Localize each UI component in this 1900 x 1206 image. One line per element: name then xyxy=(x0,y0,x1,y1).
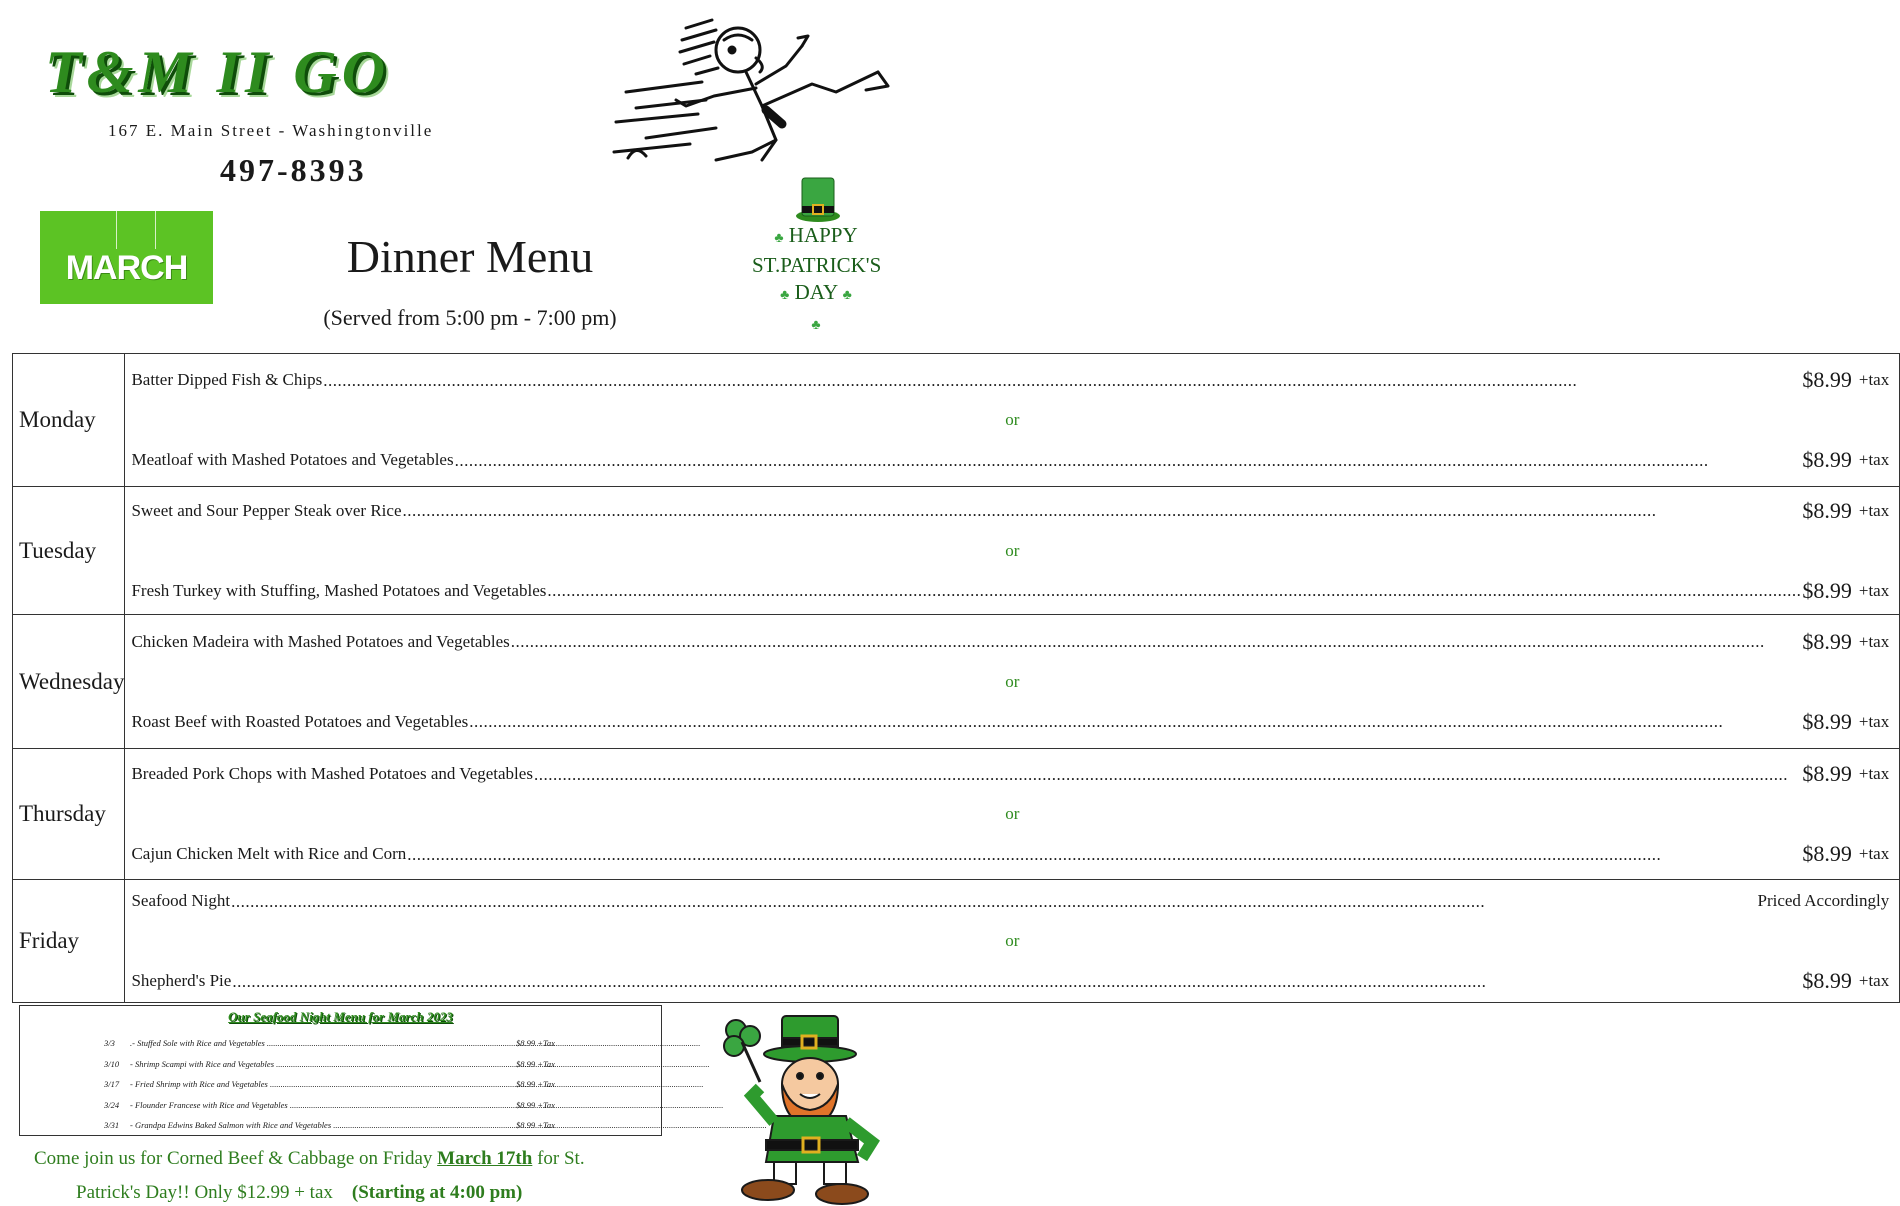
item-price: Priced Accordingly xyxy=(1757,891,1890,910)
item-price: $8.99 xyxy=(1802,497,1852,523)
shamrock-icon: ♣ xyxy=(842,288,852,303)
promo-line-2: Patrick's Day!! Only $12.99 + tax (Starting at 4:00 pm) xyxy=(76,1182,523,1203)
or-separator: or xyxy=(1005,931,1020,950)
restaurant-logo-text: T&M II GO xyxy=(45,39,391,105)
item-price: $8.99 xyxy=(1802,708,1852,734)
seafood-price: $8.99 +Tax xyxy=(516,1038,555,1048)
tax-label: +tax xyxy=(1858,764,1890,783)
or-separator: or xyxy=(1005,671,1020,691)
seafood-row xyxy=(20,1055,661,1076)
restaurant-address: 167 E. Main Street - Washingtonville xyxy=(108,121,434,140)
seafood-night-box xyxy=(19,1005,662,1136)
seafood-date: 3/17 xyxy=(104,1079,120,1089)
menu-row-friday xyxy=(13,880,1900,1003)
tax-label: +tax xyxy=(1858,711,1890,731)
dot-leader xyxy=(455,452,1802,469)
tax-label: +tax xyxy=(1858,631,1890,651)
item-price: $8.99 xyxy=(1802,447,1852,472)
shamrock-icon: ♣ xyxy=(774,231,784,246)
seafood-item: - Flounder Francese with Rice and Vegetables ..... xyxy=(130,1100,516,1110)
sign-line-happy: HAPPY xyxy=(788,223,858,247)
or-separator: or xyxy=(1005,540,1020,560)
day-label: Thursday xyxy=(13,749,125,880)
menu-row-monday xyxy=(13,354,1900,487)
promo-start-time: (Starting at 4:00 pm) xyxy=(351,1182,523,1203)
weekly-menu-table xyxy=(12,353,1900,1003)
seafood-row xyxy=(20,1116,661,1137)
tax-label: +tax xyxy=(1858,500,1890,520)
item-name: Fresh Turkey with Stuffing, Mashed Potatoes and Vegetables xyxy=(131,580,547,600)
served-hours: (Served from 5:00 pm - 7:00 pm) xyxy=(323,305,617,330)
st-patricks-day-sign xyxy=(752,222,880,339)
badge-string xyxy=(155,211,156,249)
menu-item xyxy=(125,439,1899,481)
seafood-date: 3/31 xyxy=(104,1120,120,1130)
dot-leader xyxy=(403,502,1802,519)
promo-line-1: Come join us for Corned Beef & Cabbage on Friday March 17th for St. xyxy=(34,1148,585,1169)
day-label: Wednesday xyxy=(13,615,125,749)
menu-item xyxy=(125,621,1899,663)
item-price: $8.99 xyxy=(1802,367,1852,392)
item-name: Cajun Chicken Melt with Rice and Corn xyxy=(131,844,407,863)
page-title: Dinner Menu xyxy=(346,231,594,282)
menu-item xyxy=(125,833,1899,875)
day-items xyxy=(125,615,1900,749)
sign-line-day: DAY xyxy=(794,280,838,304)
running-man-illustration xyxy=(606,10,896,178)
promo-date: March 17th xyxy=(437,1148,533,1169)
seafood-title: Our Seafood Night Menu for March 2023 xyxy=(228,1009,453,1024)
seafood-item: - Shrimp Scampi with Rice and Vegetables ..... xyxy=(130,1059,516,1069)
menu-row-wednesday xyxy=(13,615,1900,749)
leprechaun-illustration xyxy=(712,1012,888,1206)
shamrock-icon: ♣ xyxy=(780,288,790,303)
menu-row-tuesday xyxy=(13,487,1900,615)
seafood-date: 3/24 xyxy=(104,1099,120,1110)
item-name: Roast Beef with Roasted Potatoes and Vegetables xyxy=(131,711,469,731)
item-price: $8.99 xyxy=(1802,577,1852,603)
menu-item xyxy=(125,753,1899,795)
item-name: Shepherd's Pie xyxy=(131,971,232,990)
dot-leader xyxy=(534,766,1801,783)
menu-item xyxy=(125,960,1899,1002)
leprechaun-hat-icon xyxy=(792,174,844,224)
seafood-row xyxy=(20,1075,661,1096)
tax-label: +tax xyxy=(1858,580,1890,600)
menu-item xyxy=(125,701,1899,743)
seafood-item: - Fried Shrimp with Rice and Vegetables ..... xyxy=(130,1079,516,1089)
march-badge xyxy=(40,211,213,304)
item-name: Seafood Night xyxy=(131,891,231,910)
sign-line-st-patricks: ST.PATRICK'S xyxy=(752,253,882,277)
seafood-price: $8.99 +Tax xyxy=(516,1079,555,1089)
item-price: $8.99 xyxy=(1802,761,1852,786)
dot-leader xyxy=(547,582,1801,599)
item-price: $8.99 xyxy=(1802,968,1852,993)
dot-leader xyxy=(232,973,1801,990)
menu-item xyxy=(125,359,1899,401)
item-name: Meatloaf with Mashed Potatoes and Vegetables xyxy=(131,450,454,469)
day-items xyxy=(125,880,1900,1003)
day-label: Monday xyxy=(13,354,125,487)
item-price: $8.99 xyxy=(1802,628,1852,654)
seafood-price: $8.99 +Tax xyxy=(516,1099,555,1110)
day-items xyxy=(125,487,1900,615)
seafood-date: 3/3 xyxy=(104,1038,115,1048)
tax-label: +tax xyxy=(1858,844,1890,863)
seafood-date: 3/10 xyxy=(104,1058,120,1069)
menu-item xyxy=(125,570,1899,612)
tax-label: +tax xyxy=(1858,450,1890,469)
or-separator: or xyxy=(1005,804,1020,823)
badge-string xyxy=(116,211,117,249)
day-label: Tuesday xyxy=(13,487,125,615)
dot-leader xyxy=(511,633,1802,650)
menu-row-thursday xyxy=(13,749,1900,880)
item-name: Breaded Pork Chops with Mashed Potatoes and Vegetables xyxy=(131,764,533,783)
seafood-row xyxy=(20,1096,661,1117)
dot-leader xyxy=(469,713,1801,730)
seafood-price: $8.99 +Tax xyxy=(516,1120,555,1130)
seafood-row xyxy=(20,1034,661,1055)
menu-item xyxy=(125,880,1899,922)
or-separator: or xyxy=(1005,410,1020,429)
item-price: $8.99 xyxy=(1802,841,1852,866)
menu-item xyxy=(125,490,1899,532)
day-label: Friday xyxy=(13,880,125,1003)
seafood-item: - Grandpa Edwins Baked Salmon with Rice and Vegetables ..... xyxy=(130,1120,516,1130)
dot-leader xyxy=(231,893,1756,910)
restaurant-phone: 497-8393 xyxy=(220,152,367,188)
dot-leader xyxy=(323,372,1801,389)
seafood-price: $8.99 +Tax xyxy=(516,1058,555,1069)
dot-leader xyxy=(407,846,1801,863)
item-name: Chicken Madeira with Mashed Potatoes and Vegetables xyxy=(131,631,510,651)
shamrock-icon: ♣ xyxy=(811,318,821,333)
item-name: Batter Dipped Fish & Chips xyxy=(131,370,323,389)
item-name: Sweet and Sour Pepper Steak over Rice xyxy=(131,500,402,520)
tax-label: +tax xyxy=(1858,370,1890,389)
tax-label: +tax xyxy=(1858,971,1890,990)
day-items xyxy=(125,354,1900,487)
march-badge-label: MARCH xyxy=(65,249,188,287)
seafood-item: .- Stuffed Sole with Rice and Vegetables ..... xyxy=(130,1038,516,1048)
day-items xyxy=(125,749,1900,880)
